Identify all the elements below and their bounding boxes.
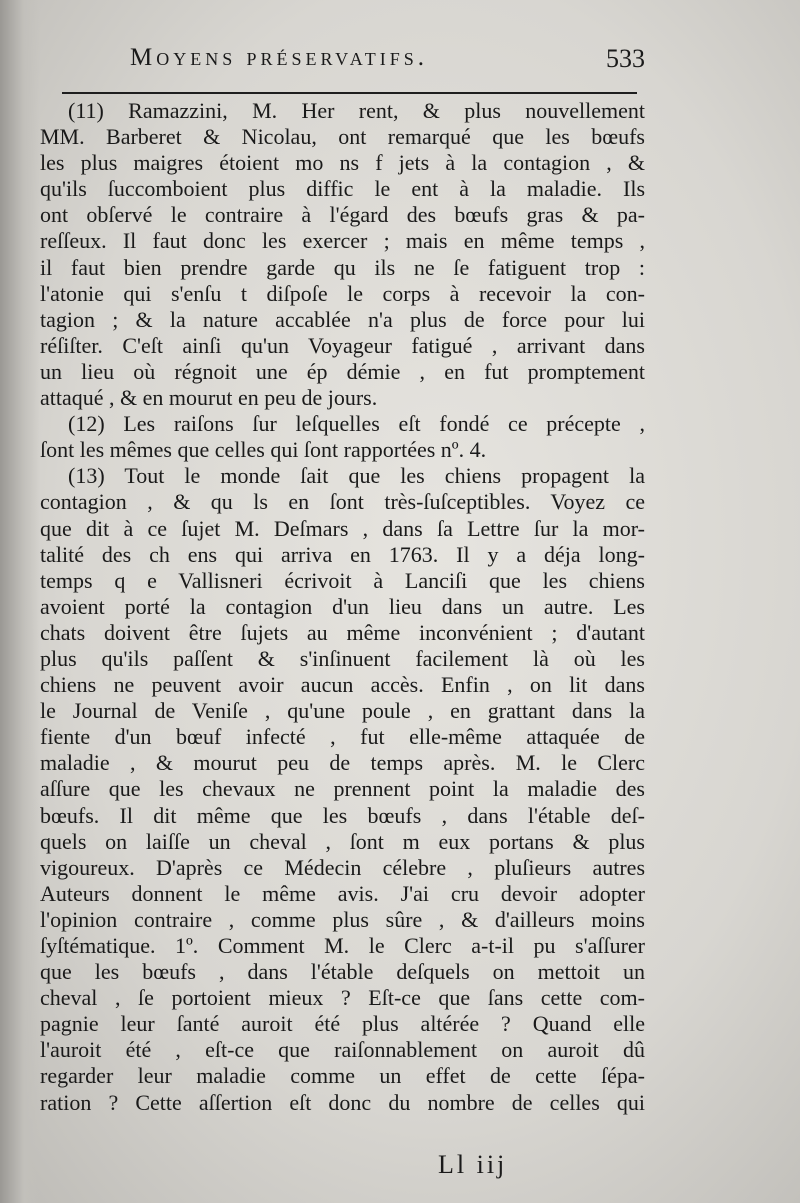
page-gutter-shadow: [0, 0, 40, 1203]
text-line: un lieu où régnoit une ép démie , en fut promptement: [40, 358, 645, 384]
text-line: réſiſter. C'eſt ainſi qu'un Voyageur fatigué , arrivant dans: [40, 332, 645, 358]
text-line: l'auroit été , eſt-ce que raiſonnablement on auroit dû: [40, 1037, 645, 1063]
text-line: regarder leur maladie comme un effet de cette ſépa-: [40, 1063, 645, 1089]
text-line: ration ? Cette aſſertion eſt donc du nombre de celles qui: [40, 1089, 645, 1115]
page-number: 533: [606, 44, 645, 73]
signature-mark: Ll iij: [438, 1150, 508, 1179]
text-line: avoient porté la contagion d'un lieu dans un autre. Les: [40, 593, 645, 619]
text-line: attaqué , & en mourut en peu de jours.: [40, 385, 378, 411]
text-line: ont obſervé le contraire à l'égard des bœufs gras & pa-: [40, 202, 645, 228]
text-line: fiente d'un bœuf infecté , fut elle-même attaquée de: [40, 724, 645, 750]
text-line: Auteurs donnent le même avis. J'ai cru devoir adopter: [40, 880, 645, 906]
text-line: que les bœufs , dans l'étable deſquels on mettoit un: [40, 959, 645, 985]
text-line: MM. Barberet & Nicolau, ont remarqué que les bœufs: [40, 124, 645, 150]
page-header: [130, 44, 645, 88]
text-line: il faut bien prendre garde qu ils ne ſe fatiguent trop :: [40, 254, 645, 280]
text-line: cheval , ſe portoient mieux ? Eſt-ce que ſans cette com-: [40, 985, 645, 1011]
text-line: vigoureux. D'après ce Médecin célebre , pluſieurs autres: [40, 854, 645, 880]
text-line: talité des ch ens qui arriva en 1763. Il y a déja long-: [40, 541, 645, 567]
text-line: aſſure que les chevaux ne prennent point la maladie des: [40, 776, 645, 802]
running-head: Moyens préservatifs.: [130, 44, 429, 71]
text-line: maladie , & mourut peu de temps après. M. le Clerc: [40, 750, 645, 776]
text-line: les plus maigres étoient mo ns f jets à la contagion , &: [40, 150, 645, 176]
text-line: plus qu'ils paſſent & s'inſinuent facilement là où les: [40, 645, 645, 671]
text-line: reſſeux. Il faut donc les exercer ; mais en même temps ,: [40, 228, 645, 254]
text-line: quels on laiſſe un cheval , ſont m eux portans & plus: [40, 828, 645, 854]
text-line: temps q e Vallisneri écrivoit à Lanciſi que les chiens: [40, 567, 645, 593]
text-line: tagion ; & la nature accablée n'a plus de force pour lui: [40, 306, 645, 332]
header-rule: [62, 92, 637, 94]
text-line: le Journal de Veniſe , qu'une poule , en grattant dans la: [40, 698, 645, 724]
text-line: ſont les mêmes que celles qui ſont rapportées nº. 4.: [40, 437, 487, 463]
text-line: (11) Ramazzini, M. Her rent, & plus nouvellement: [68, 98, 645, 123]
text-line: (13) Tout le monde ſait que les chiens propagent la: [68, 463, 645, 489]
text-line: contagion , & qu ls en ſont très-ſuſceptibles. Voyez ce: [40, 489, 645, 515]
text-line: pagnie leur ſanté auroit été plus altérée ? Quand elle: [40, 1011, 645, 1037]
text-line: bœufs. Il dit même que les bœufs , dans l'étable deſ-: [40, 802, 645, 828]
text-line: (12) Les raiſons ſur leſquelles eſt fondé ce précepte ,: [68, 411, 645, 437]
text-line: chiens ne peuvent avoir aucun accès. Enfin , on lit dans: [40, 672, 645, 698]
text-line: qu'ils ſuccomboient plus diffic le ent à la maladie. Ils: [40, 176, 645, 202]
body-text: [40, 98, 645, 1116]
text-line: ſyſtématique. 1º. Comment M. le Clerc a-t-il pu s'aſſurer: [40, 933, 645, 958]
text-line: chats doivent être ſujets au même inconvénient ; d'autant: [40, 619, 645, 645]
text-line: l'opinion contraire , comme plus sûre , & d'ailleurs moins: [40, 906, 645, 932]
text-line: l'atonie qui s'enſu t diſpoſe le corps à recevoir la con-: [40, 280, 645, 306]
text-line: que dit à ce ſujet M. Deſmars , dans ſa Lettre ſur la mor-: [40, 515, 645, 541]
